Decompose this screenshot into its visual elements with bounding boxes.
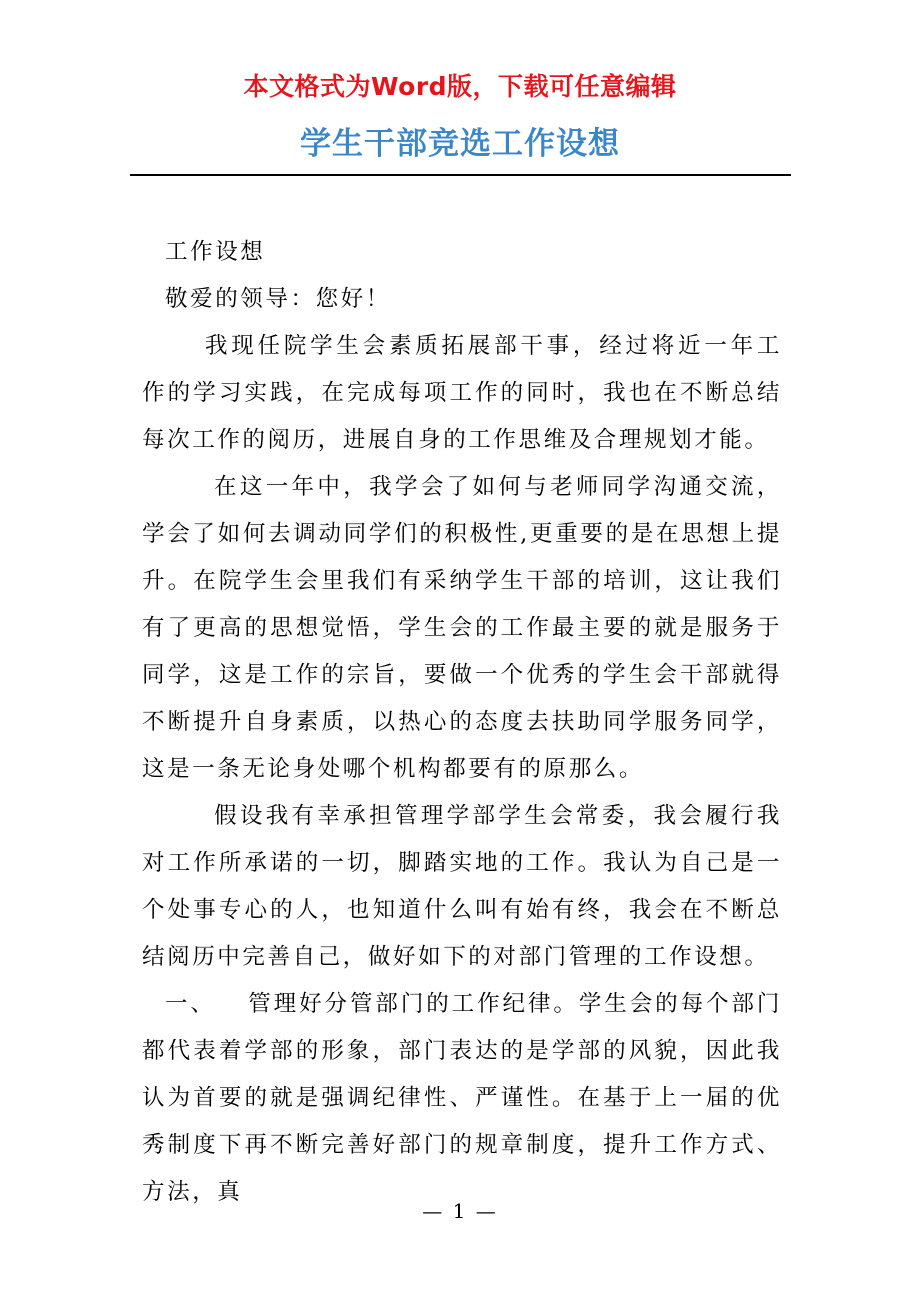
document-body	[142, 229, 782, 1216]
list-item-1	[142, 981, 782, 1216]
page-number: — 1 —	[422, 1199, 498, 1223]
paragraph-experience: 在这一年中，我学会了如何与老师同学沟通交流，学会了如何去调动同学们的积极性,更重要的是在思想上提升。在院学生会里我们有采纳学生干部的培训，这让我们有了更高的思想觉悟，学生会的工作最主要的就是服务于同学，这是工作的宗旨，要做一个优秀的学生会干部就得不断提升自身素质，以热心的态度去扶助同学服务同学，这是一条无论身处哪个机构都要有的原那么。	[142, 474, 782, 782]
title-divider	[130, 174, 791, 176]
list-item-number: 一、	[165, 991, 216, 1017]
list-item-text: 管理好分管部门的工作纪律。学生会的每个部门都代表着学部的形象，部门表达的是学部的风貌，因此我认为首要的就是强调纪律性、严谨性。在基于上一届的优秀制度下再不断完善好部门的规章制度，提升工作方式、方法，真	[142, 991, 782, 1205]
paragraph-salutation: 敬爱的领导：您好！	[165, 286, 391, 312]
paragraph-commitment: 假设我有幸承担管理学部学生会常委，我会履行我对工作所承诺的一切，脚踏实地的工作。我认为自己是一个处事专心的人，也知道什么叫有始有终，我会在不断总结阅历中完善自己，做好如下的对部门管理的工作设想。	[142, 803, 782, 970]
format-notice: 本文格式为Word版，下载可任意编辑	[243, 72, 677, 101]
paragraph-heading: 工作设想	[165, 239, 266, 265]
paragraph-intro: 我现任院学生会素质拓展部干事，经过将近一年工作的学习实践，在完成每项工作的同时，我也在不断总结每次工作的阅历，进展自身的工作思维及合理规划才能。	[142, 333, 782, 453]
document-title: 学生干部竞选工作设想	[300, 126, 620, 162]
